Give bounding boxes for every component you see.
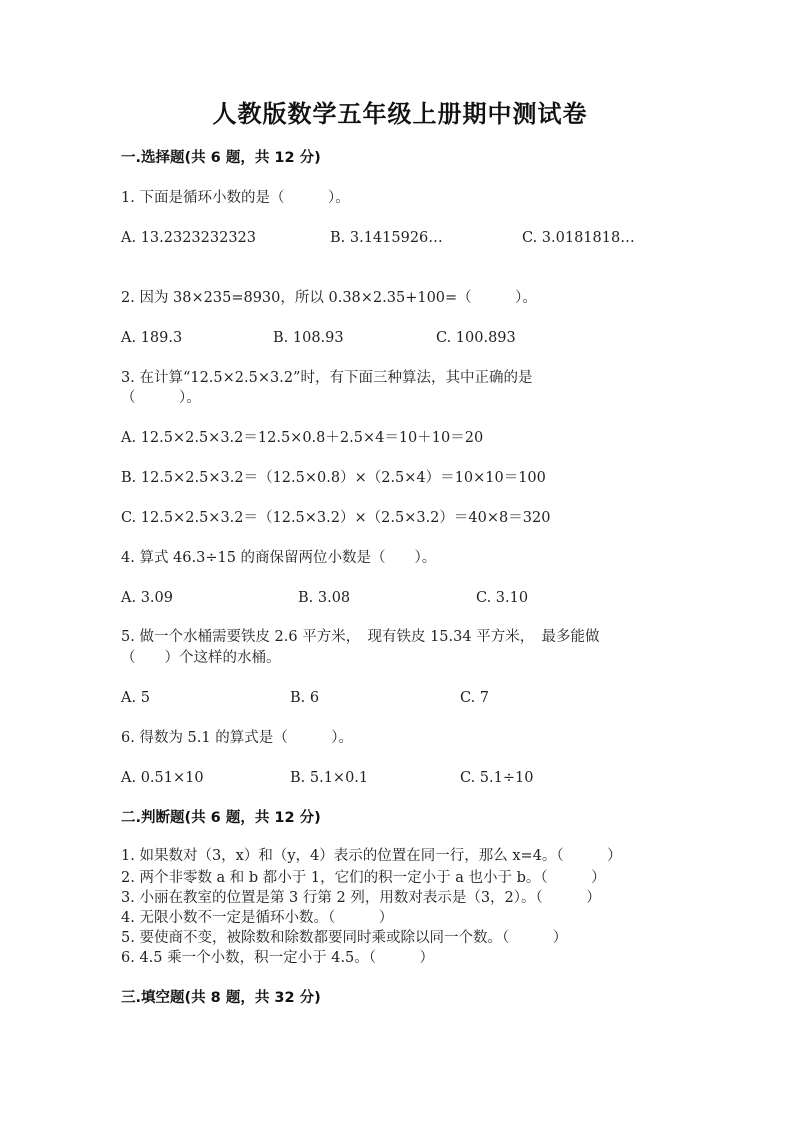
question-2-option-b: B. 108.93 (273, 330, 344, 346)
question-5-stem-line-1: 5. 做一个水桶需要铁皮 2.6 平方米， 现有铁皮 15.34 平方米， 最多能做 (121, 629, 600, 645)
question-6-option-a: A. 0.51×10 (121, 770, 204, 786)
question-1-option-a: A. 13.2323232323 (121, 230, 257, 246)
question-6-option-b: B. 5.1×0.1 (290, 770, 369, 786)
page-title: 人教版数学五年级上册期中测试卷 (212, 100, 588, 128)
question-5-option-c: C. 7 (460, 690, 490, 706)
question-1-stem: 1. 下面是循环小数的是（ ）。 (121, 190, 350, 206)
question-3-stem-line-1: 3. 在计算“12.5×2.5×3.2”时，有下面三种算法，其中正确的是 (121, 370, 533, 386)
question-1-option-c: C. 3.0181818… (522, 230, 635, 246)
question-6-stem: 6. 得数为 5.1 的算式是（ ）。 (121, 730, 353, 746)
question-2-option-c: C. 100.893 (436, 330, 516, 346)
question-5-stem-line-2: （ ）个这样的水桶。 (121, 650, 281, 666)
question-4-option-a: A. 3.09 (121, 590, 173, 606)
section-2-heading: 二.判断题(共 6 题，共 12 分) (121, 810, 321, 826)
judgement-item: 2. 两个非零数 a 和 b 都小于 1，它们的积一定小于 a 也小于 b。（ ） (121, 870, 606, 886)
question-3-option-c: C. 12.5×2.5×3.2＝（12.5×3.2）×（2.5×3.2）＝40×8＝320 (121, 510, 551, 526)
judgement-item: 4. 无限小数不一定是循环小数。（ ） (121, 910, 394, 926)
question-6-option-c: C. 5.1÷10 (460, 770, 534, 786)
judgement-item: 5. 要使商不变，被除数和除数都要同时乘或除以同一个数。（ ） (121, 930, 568, 946)
question-2-stem: 2. 因为 38×235=8930，所以 0.38×2.35+100=（ ）。 (121, 290, 537, 306)
judgement-item: 3. 小丽在教室的位置是第 3 行第 2 列，用数对表示是（3，2）。（ ） (121, 890, 601, 906)
question-3-option-b: B. 12.5×2.5×3.2＝（12.5×0.8）×（2.5×4）＝10×10＝100 (121, 470, 546, 486)
judgement-item: 6. 4.5 乘一个小数，积一定小于 4.5。（ ） (121, 950, 435, 966)
question-4-option-c: C. 3.10 (476, 590, 529, 606)
question-4-stem: 4. 算式 46.3÷15 的商保留两位小数是（ ）。 (121, 550, 437, 566)
question-2-option-a: A. 189.3 (121, 330, 183, 346)
question-4-option-b: B. 3.08 (298, 590, 351, 606)
question-3-option-a: A. 12.5×2.5×3.2＝12.5×0.8＋2.5×4＝10＋10＝20 (121, 430, 484, 446)
question-3-stem-line-2: （ ）。 (121, 390, 201, 406)
section-3-heading: 三.填空题(共 8 题，共 32 分) (121, 990, 321, 1006)
judgement-item: 1. 如果数对（3，x）和（y，4）表示的位置在同一行，那么 x=4。（ ） (121, 848, 622, 864)
question-5-option-a: A. 5 (121, 690, 150, 706)
section-1-heading: 一.选择题(共 6 题，共 12 分) (121, 150, 321, 166)
question-5-option-b: B. 6 (290, 690, 320, 706)
question-1-option-b: B. 3.1415926… (330, 230, 443, 246)
